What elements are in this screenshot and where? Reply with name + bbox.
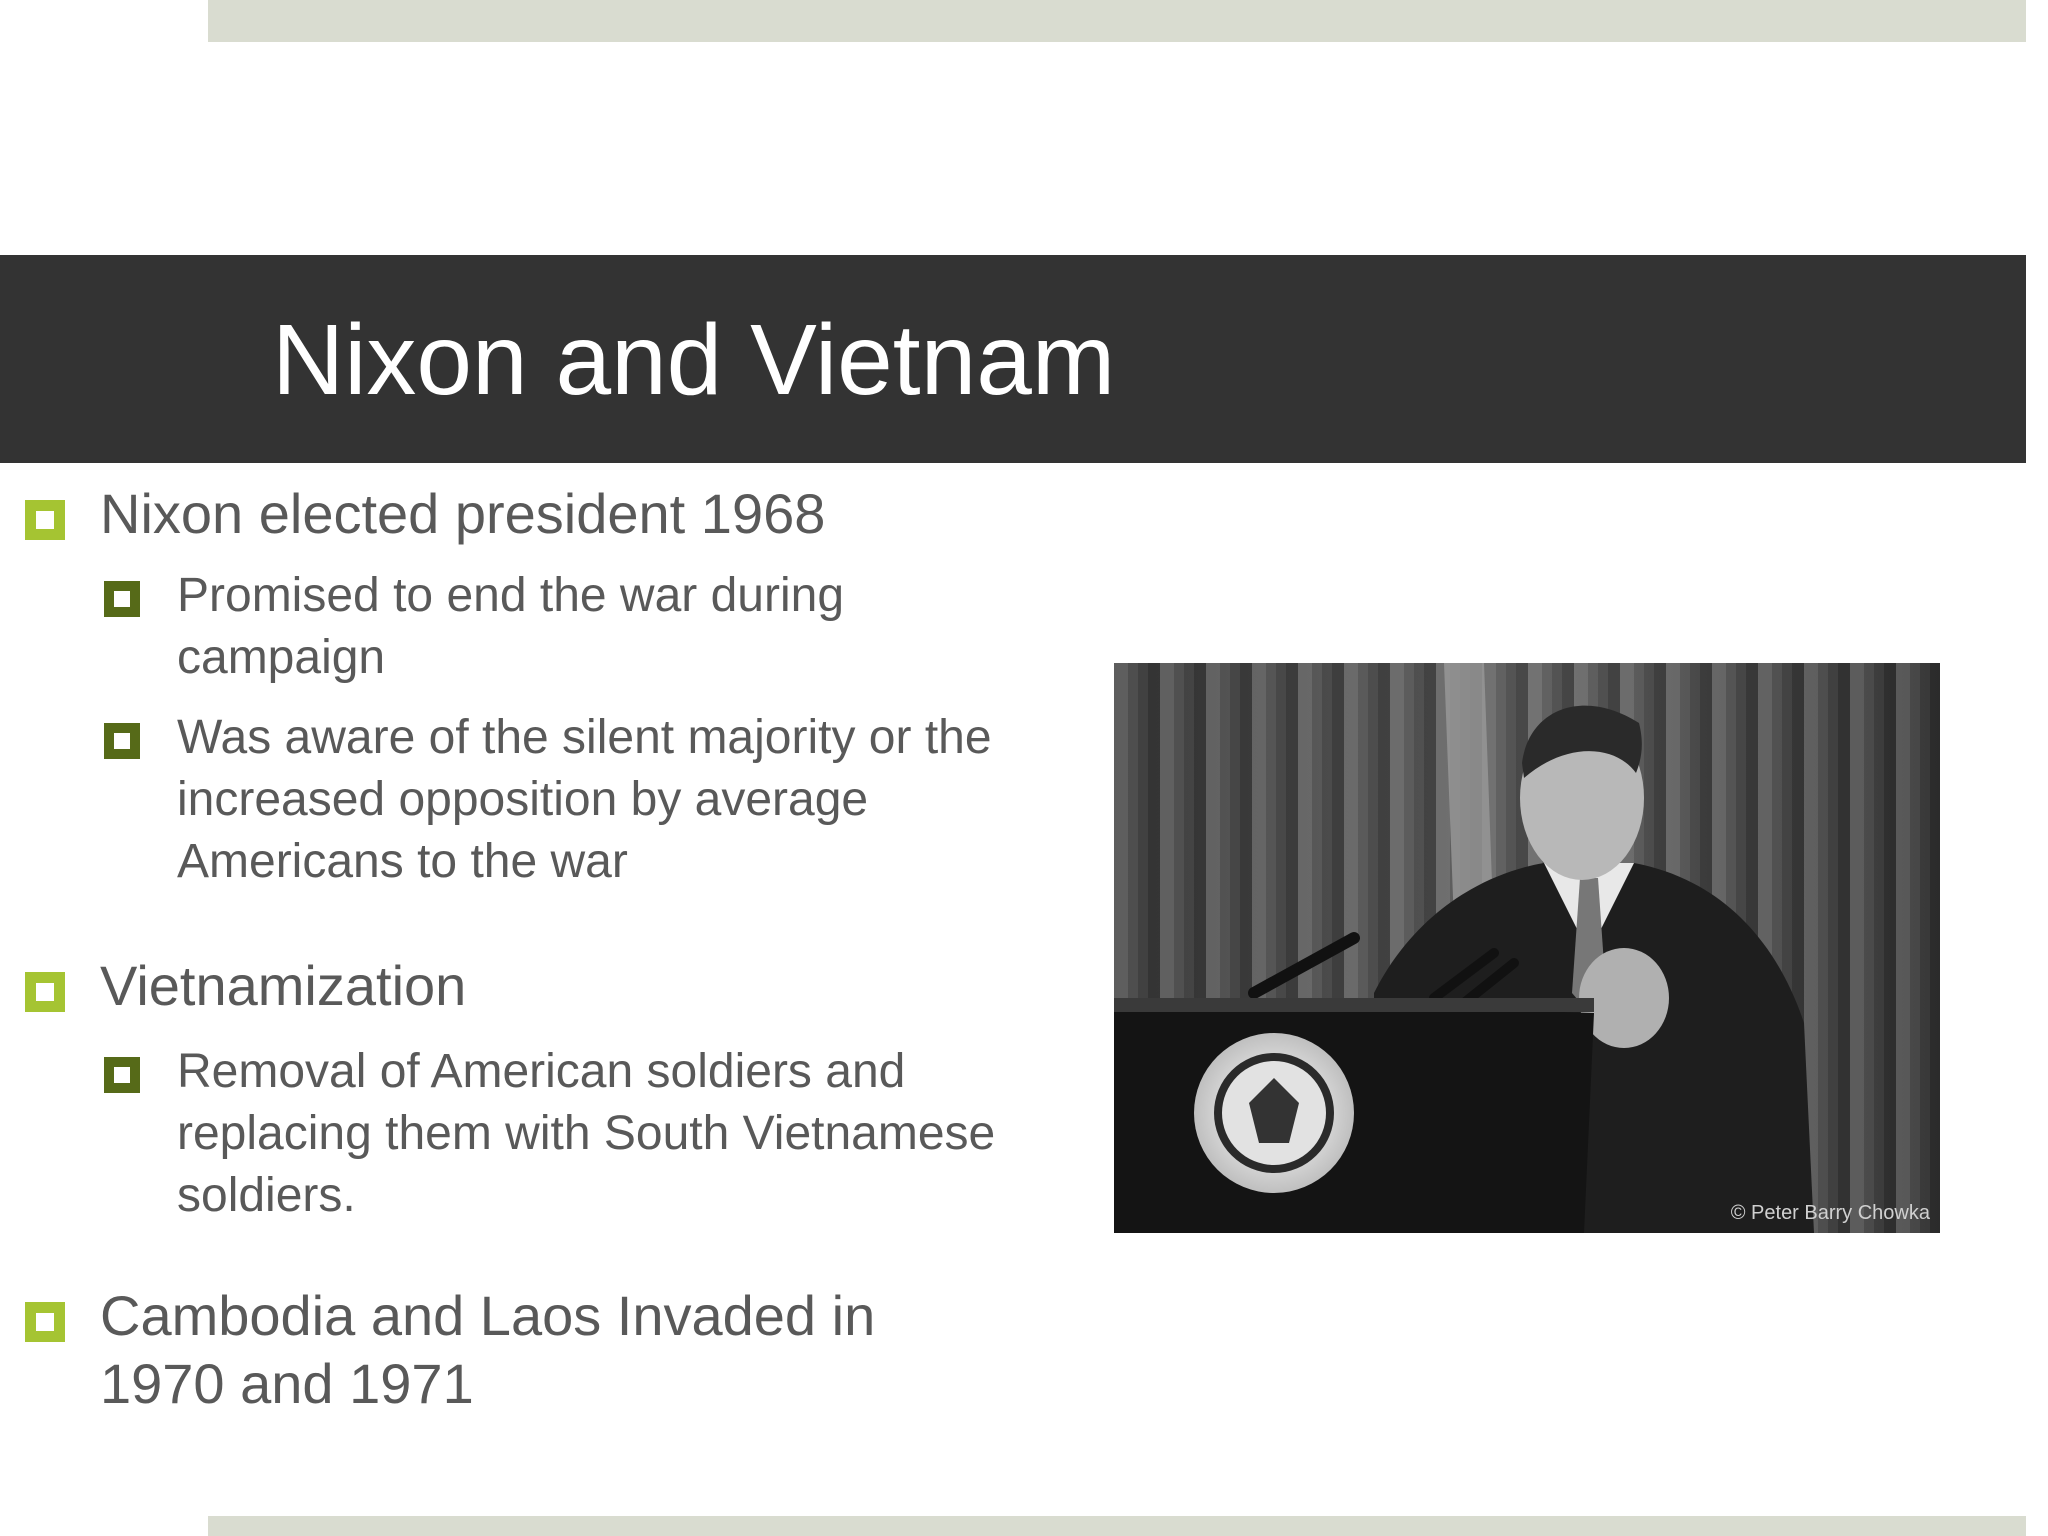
square-bullet-icon xyxy=(25,972,65,1012)
bullet-text: Nixon elected president 1968 xyxy=(100,482,826,545)
square-bullet-icon xyxy=(104,581,140,617)
bottom-accent-bar xyxy=(208,1516,2026,1536)
square-bullet-icon xyxy=(25,1302,65,1342)
bullet-text: Vietnamization xyxy=(100,954,467,1017)
bullet-level1 xyxy=(100,952,900,1020)
square-bullet-icon xyxy=(104,1057,140,1093)
slide-title: Nixon and Vietnam xyxy=(272,304,1116,416)
bullet-level2 xyxy=(177,565,937,689)
bullet-text: Removal of American soldiers and replacing them with South Vietnamese soldiers. xyxy=(177,1045,996,1222)
bullet-level1 xyxy=(100,480,900,548)
nixon-podium-photo xyxy=(1114,663,1940,1233)
square-bullet-icon xyxy=(104,723,140,759)
bullet-text: Promised to end the war during campaign xyxy=(177,569,845,684)
bullet-level2 xyxy=(177,707,997,893)
photo-illustration xyxy=(1114,663,1940,1233)
bullet-text: Cambodia and Laos Invaded in 1970 and 1971 xyxy=(100,1284,876,1415)
top-accent-bar xyxy=(208,0,2026,42)
bullet-level2 xyxy=(177,1041,997,1227)
photo-credit: © Peter Barry Chowka xyxy=(1730,1202,1930,1224)
bullet-level1 xyxy=(100,1282,960,1418)
square-bullet-icon xyxy=(25,500,65,540)
bullet-text: Was aware of the silent majority or the increased opposition by average Americans to the war xyxy=(177,711,992,888)
